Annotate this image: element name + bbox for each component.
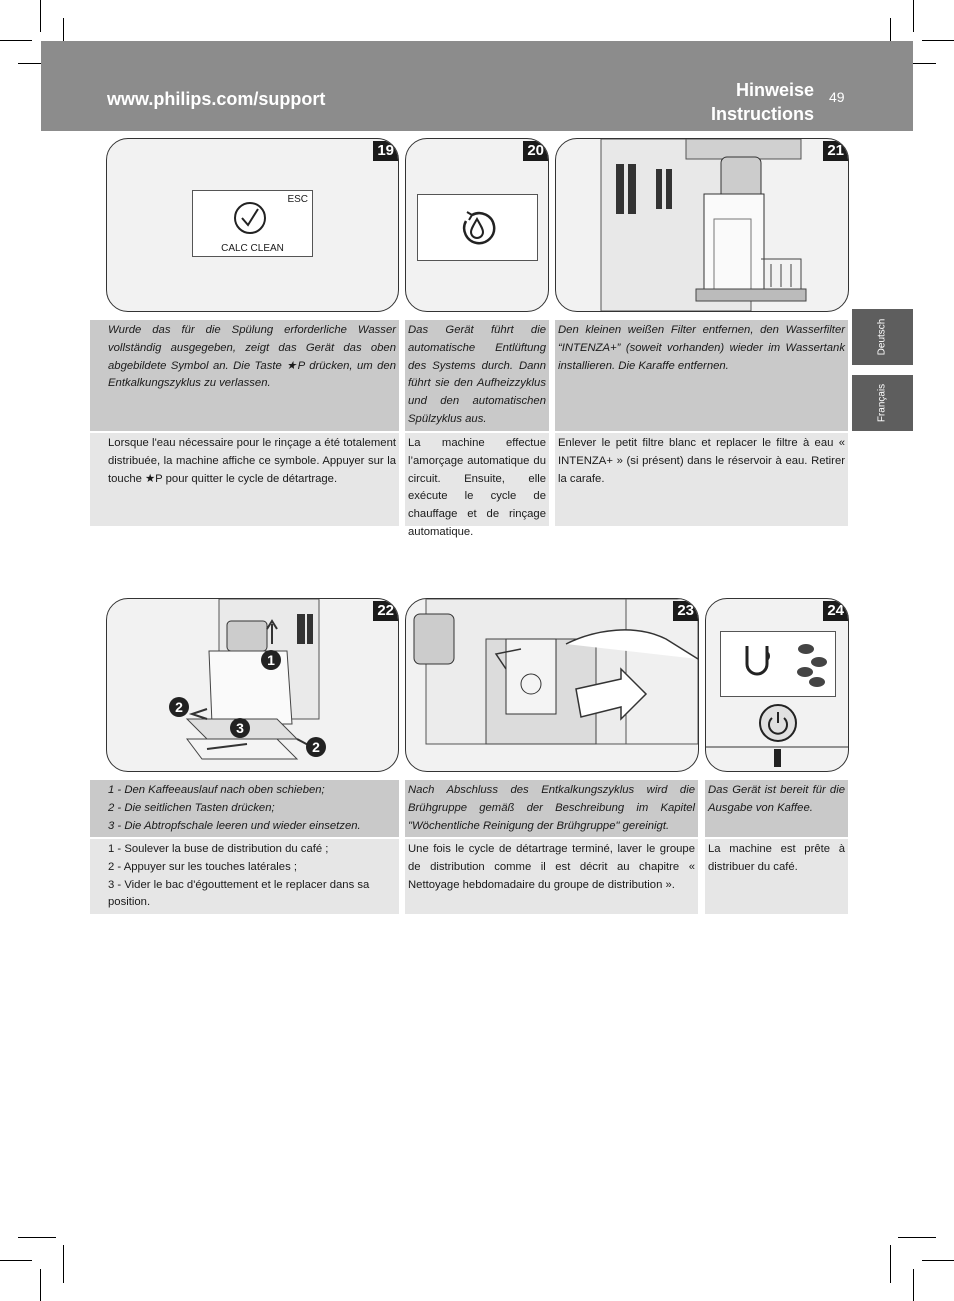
figure-24 <box>705 598 849 772</box>
drip-tray-illustration <box>107 599 398 771</box>
section-title-de: Hinweise <box>735 80 814 100</box>
row2-de-col2: Nach Abschluss des Entkalkungszyklus wird die Brühgruppe gemäß der Beschreibung im Kapitel "Wöchentliche Reinigung der Brühgruppe" gereinigt. <box>405 780 698 837</box>
figure-number: 19 <box>373 141 398 161</box>
callout-2-right: 2 <box>306 737 326 757</box>
calc-clean-label: CALC CLEAN <box>221 243 284 254</box>
display-screen <box>417 194 538 261</box>
support-url[interactable]: www.philips.com/support <box>107 89 326 109</box>
section-title-en: Instructions <box>710 104 814 124</box>
figure-20 <box>405 138 549 312</box>
callout-1: 1 <box>261 650 281 670</box>
row1-fr-col3: Enlever le petit filtre blanc et replacer le filtre à eau « INTENZA+ » (si présent) dans le réservoir à eau. Retirer la carafe. <box>555 433 848 526</box>
side-tab-deutsch: Deutsch <box>852 309 913 365</box>
row1-fr-col2: La machine effectue l’amorçage automatique du circuit. Ensuite, elle exécute le cycle de chauffage et de rinçage automatique. <box>405 433 549 526</box>
row1-fr-col1: Lorsque l'eau nécessaire pour le rinçage a été totalement distribuée, la machine affiche ce symbole. Appuyer sur la touche ★P pour quitter le cycle de détartrage. <box>90 433 399 526</box>
page-header <box>41 41 913 131</box>
step-3: 3 - Die Abtropfschale leeren und wieder einsetzen. <box>108 819 361 832</box>
water-drop-cycle-icon <box>458 209 496 247</box>
figure-number: 24 <box>823 601 848 621</box>
figure-number: 21 <box>823 141 848 161</box>
row2-de-col3: Das Gerät ist bereit für die Ausgabe von Kaffee. <box>705 780 848 837</box>
row2-fr-col3: La machine est prête à distribuer du café. <box>705 839 848 914</box>
side-tab-francais: Français <box>852 375 913 431</box>
row1-de-col2: Das Gerät führt die automatische Entlüftung des Systems durch. Dann führt sie den Aufheizzyklus und den automatischen Spülzyklus aus. <box>405 320 549 431</box>
power-button-icon[interactable] <box>706 699 848 771</box>
row1-de-col3: Den kleinen weißen Filter entfernen, den Wasserfilter “INTENZA+” (soweit vorhanden) wieder im Wassertank installieren. Die Karaffe entfernen. <box>555 320 848 431</box>
step-1: 1 - Soulever la buse de distribution du café ; <box>108 843 329 855</box>
step-1: 1 - Den Kaffeeauslauf nach oben schieben; <box>108 784 325 796</box>
step-3: 3 - Vider le bac d'égouttement et le replacer dans sa position. <box>108 878 370 909</box>
figure-21 <box>555 138 849 312</box>
esc-label: ESC <box>287 194 308 205</box>
callout-2-left: 2 <box>169 697 189 717</box>
check-circle-icon <box>233 201 267 235</box>
figure-22 <box>106 598 399 772</box>
callout-3: 3 <box>230 718 250 738</box>
figure-19 <box>106 138 399 312</box>
row2-fr-col1 <box>90 839 399 914</box>
brew-group-removal-illustration <box>406 599 698 771</box>
coffee-machine-carafe-illustration <box>556 139 848 311</box>
display-screen <box>192 190 313 257</box>
coffee-ready-icons <box>721 632 835 696</box>
figure-number: 23 <box>673 601 698 621</box>
row1-de-col1: Wurde das für die Spülung erforderliche Wasser vollständig ausgegeben, zeigt das Gerät das oben abgebildete Symbol an. Die Taste ★P drücken, um den Entkalkungszyklus zu verlassen. <box>90 320 399 431</box>
display-screen <box>720 631 836 697</box>
page-number: 49 <box>829 89 845 105</box>
section-title <box>711 78 814 126</box>
figure-number: 22 <box>373 601 398 621</box>
row2-fr-col2: Une fois le cycle de détartrage terminé, laver le groupe de distribution comme il est décrit au chapitre « Nettoyage hebdomadaire du groupe de distribution ». <box>405 839 698 914</box>
figure-number: 20 <box>523 141 548 161</box>
figure-23 <box>405 598 699 772</box>
step-2: 2 - Appuyer sur les touches latérales ; <box>108 860 298 873</box>
step-2: 2 - Die seitlichen Tasten drücken; <box>108 801 275 814</box>
row2-de-col1 <box>90 780 399 837</box>
